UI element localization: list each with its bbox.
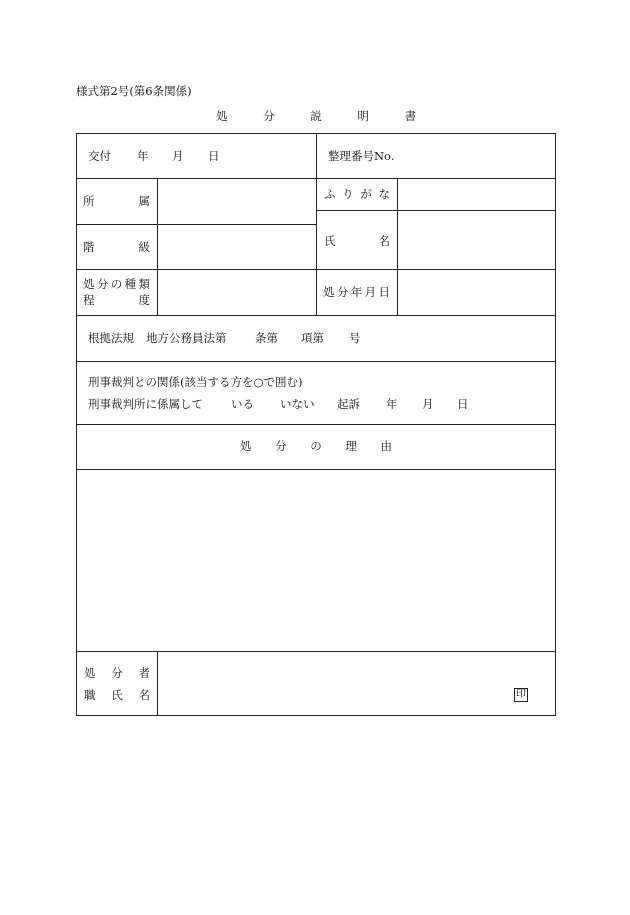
issue-month-label: 月 [172,149,184,163]
label-char: 処 [240,439,252,453]
label-char: 氏 [324,234,336,248]
label-char: 名 [138,688,150,702]
legal-basis-law: 地方公務員法第 [146,331,227,345]
document-title [216,111,416,123]
divider [316,210,556,211]
title-char: 明 [357,109,369,123]
affiliation-label [83,196,150,208]
criminal-court-pending-label: 刑事裁判所に係属して [88,397,203,411]
option-not-pending: いない [280,397,315,411]
legal-basis-label: 根拠法規 [88,331,134,345]
indictment-day-label: 日 [457,397,469,411]
title-char: 分 [263,109,275,123]
label-char: が [360,187,372,201]
divider [76,224,316,225]
divider [316,133,317,315]
seal-mark: 印 [516,689,526,700]
label-char: 分 [336,285,349,299]
label-char: 分 [96,277,109,291]
label-char: 種 [124,277,137,291]
issue-year-label: 年 [137,149,149,163]
label-char: 分 [111,666,123,680]
label-char: 級 [138,240,150,254]
rank-label [83,242,150,254]
label-char: ふ [324,187,336,201]
divider [76,315,556,316]
disposition-type-label [83,279,150,291]
legal-basis-item: 号 [349,331,361,345]
divider [157,178,158,315]
label-char: 類 [138,277,150,291]
label-char: り [342,187,354,201]
label-char: 程 [83,293,95,307]
indictment-month-label: 月 [422,397,434,411]
label-char: 年 [350,285,363,299]
label-char: 所 [83,194,95,208]
title-name-label [84,690,150,702]
divider [76,651,556,652]
label-char: 者 [138,666,150,680]
label-char: 理 [345,439,357,453]
furigana-label [324,189,390,201]
label-char: 月 [364,285,377,299]
label-char: 階 [83,240,95,254]
option-pending: いる [231,397,254,411]
legal-basis-paragraph: 項第 [301,331,324,345]
divider [76,424,556,425]
indictment-year-label: 年 [386,397,398,411]
criminal-trial-relation: 刑事裁判との関係(該当する方を○で囲む) [88,375,303,389]
divider [397,178,398,315]
label-char: の [310,439,322,453]
divider [157,651,158,716]
label-char: 度 [138,293,150,307]
label-char: な [378,187,390,201]
reference-number-label: 整理番号No. [328,149,395,163]
title-char: 説 [310,109,322,123]
title-char: 書 [404,109,416,123]
issue-date-label: 交付 [88,149,111,163]
name-label [324,236,390,248]
reason-header [240,441,392,453]
label-char: 分 [275,439,287,453]
label-char: 処 [323,285,335,299]
label-char: 属 [138,194,150,208]
legal-basis-article: 条第 [255,331,278,345]
label-char: 職 [84,688,96,702]
label-char: 名 [378,234,390,248]
divider [76,361,556,362]
divider [76,469,556,470]
title-char: 処 [216,109,228,123]
label-char: 処 [84,666,96,680]
disposer-label [84,668,150,680]
label-char: 由 [380,439,392,453]
disposition-date-label [323,287,390,299]
disposition-degree-label [83,295,150,307]
label-char: の [110,277,123,291]
form-number: 様式第2号(第6条関係) [76,84,192,98]
indictment-label: 起訴 [337,397,360,411]
issue-day-label: 日 [208,149,220,163]
label-char: 日 [378,285,390,299]
label-char: 処 [83,277,95,291]
label-char: 氏 [111,688,123,702]
